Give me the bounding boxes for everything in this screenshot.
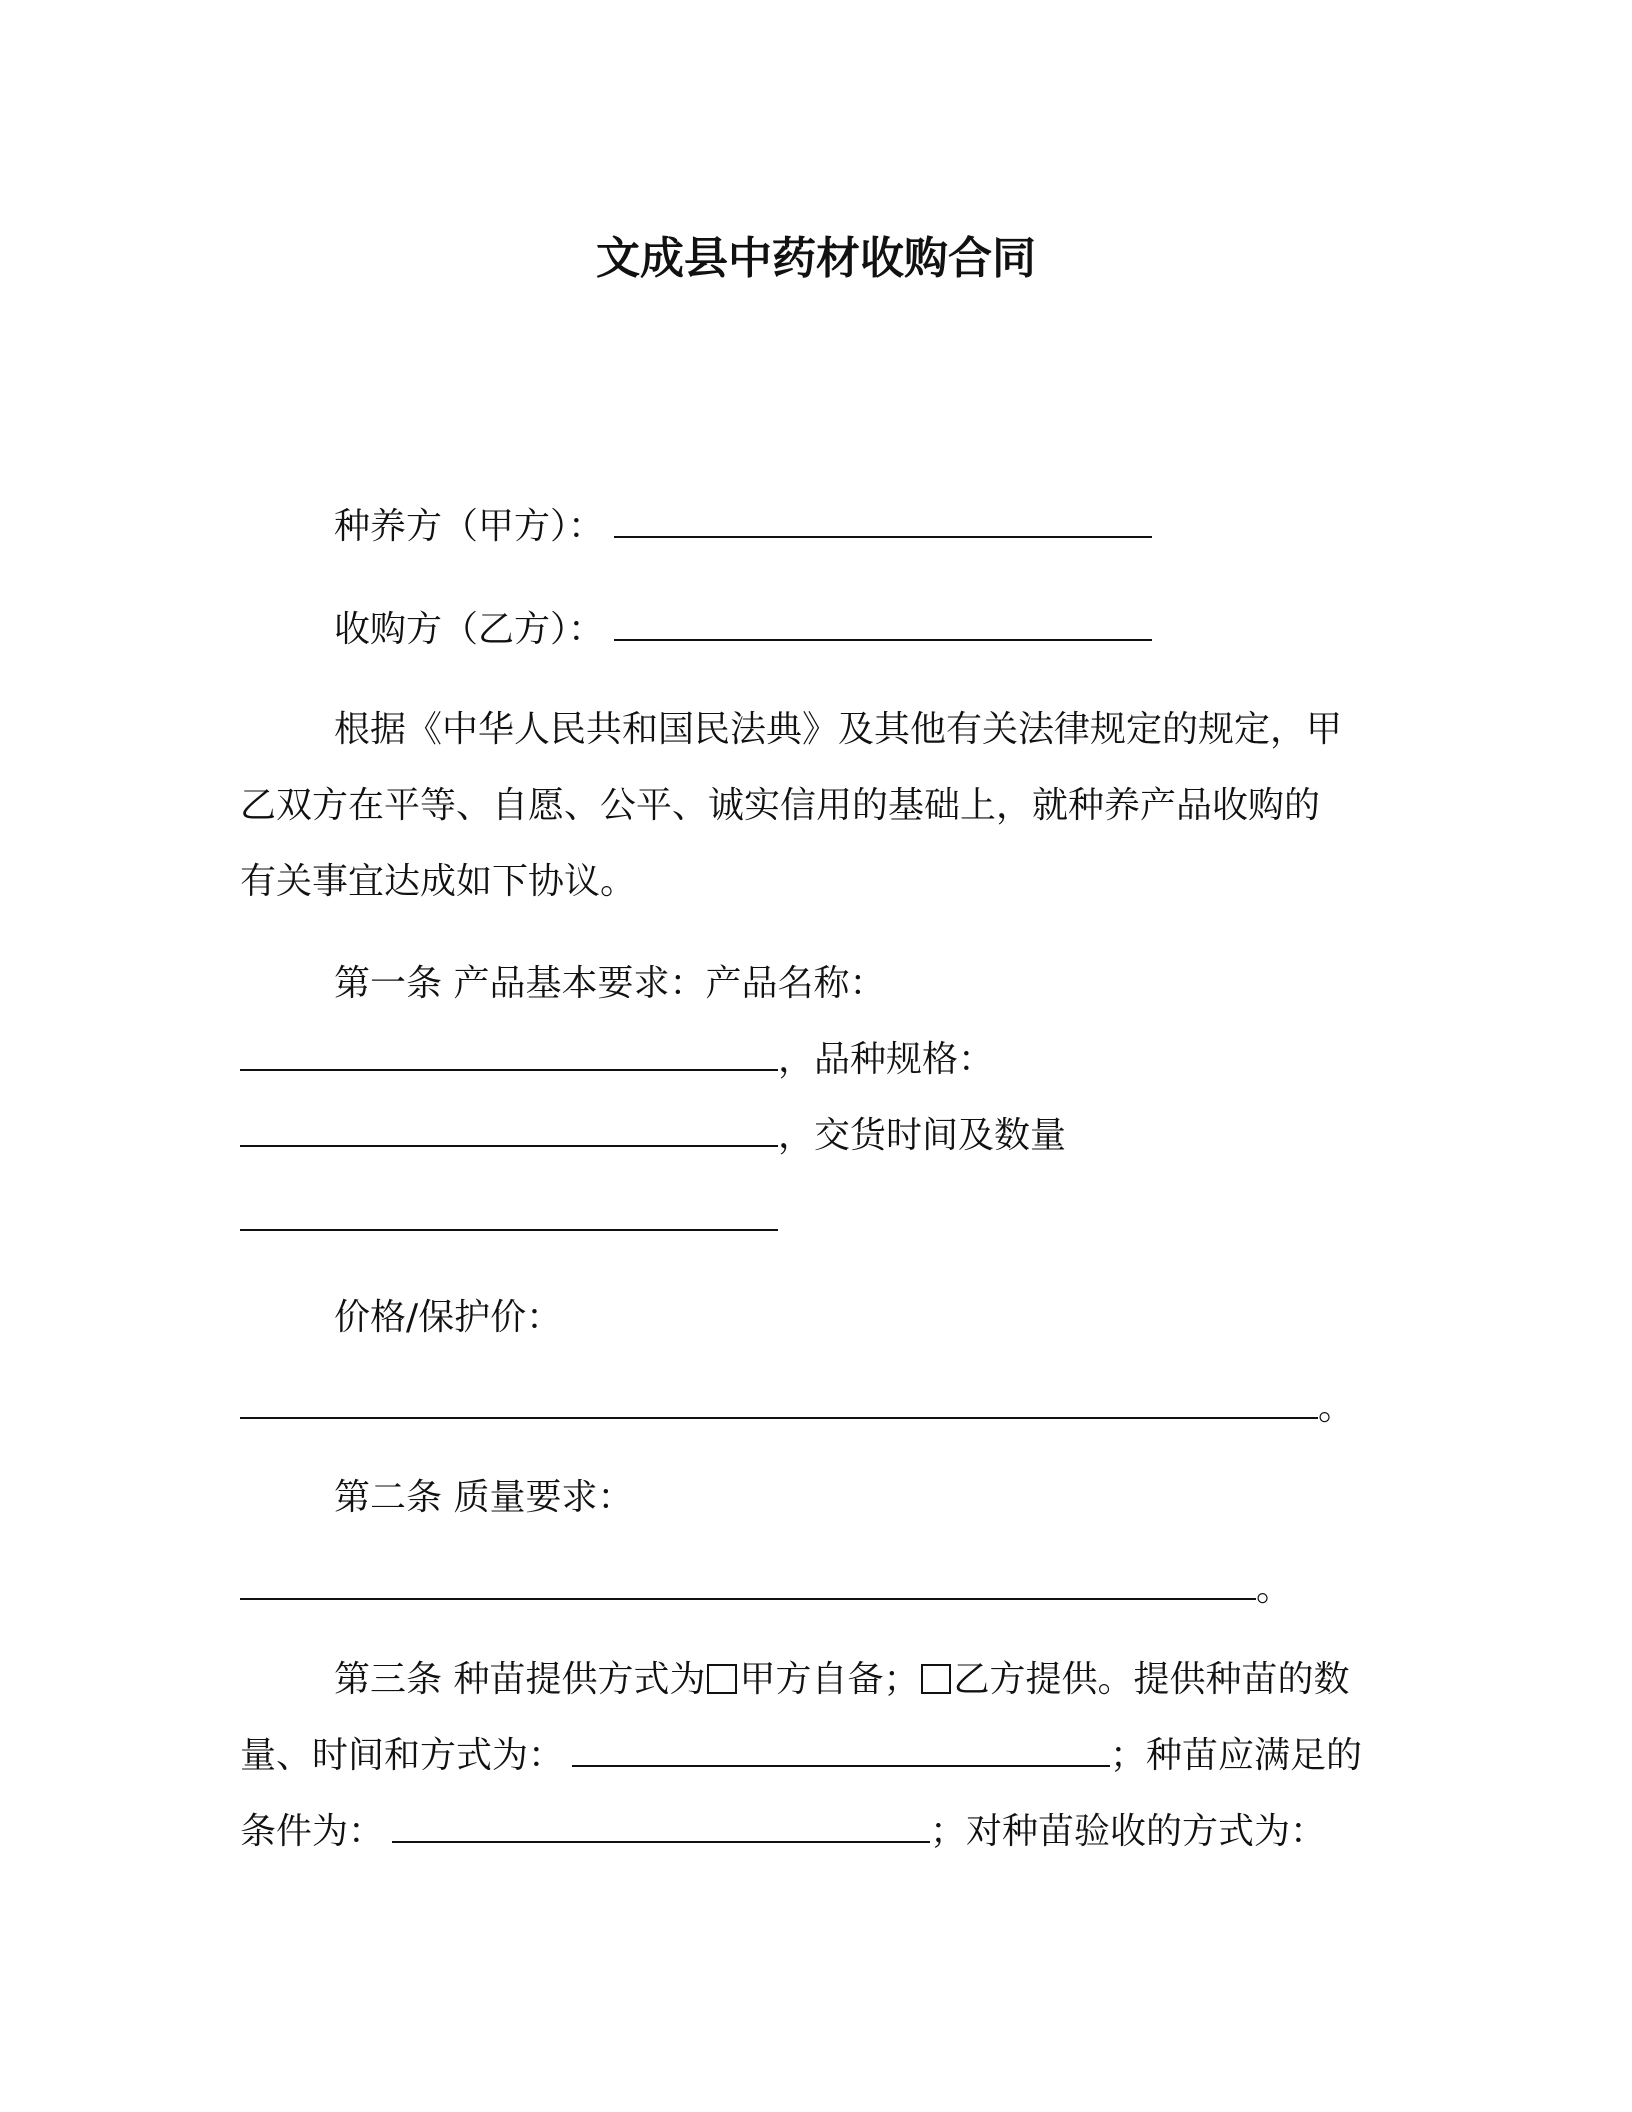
product-name-blank[interactable] bbox=[240, 1039, 778, 1071]
option-b-label: 乙方提供。提供种苗的数 bbox=[953, 1659, 1350, 1700]
seedling-condition-blank[interactable] bbox=[392, 1811, 930, 1843]
party-b-line bbox=[334, 606, 1152, 654]
article-1-spec-line bbox=[240, 1112, 1066, 1160]
article-3-prefix: 第三条 种苗提供方式为 bbox=[334, 1659, 706, 1700]
delivery-label: ，交货时间及数量 bbox=[778, 1115, 1067, 1156]
article-3-line-2-suffix: ；种苗应满足的 bbox=[1110, 1735, 1363, 1776]
price-label: 价格/保护价： bbox=[334, 1297, 563, 1338]
option-a-checkbox[interactable] bbox=[707, 1664, 737, 1694]
price-blank[interactable] bbox=[240, 1387, 1318, 1419]
quality-end-mark: 。 bbox=[1256, 1568, 1293, 1609]
seedling-supply-blank[interactable] bbox=[572, 1735, 1110, 1767]
article-3-line-1 bbox=[334, 1656, 1349, 1704]
party-a-blank[interactable] bbox=[614, 506, 1152, 538]
party-b-blank[interactable] bbox=[614, 609, 1152, 641]
article-3-line-3 bbox=[240, 1808, 1326, 1856]
price-end-mark: 。 bbox=[1318, 1387, 1355, 1428]
quality-line bbox=[240, 1565, 1292, 1613]
party-b-label: 收购方（乙方）： bbox=[334, 609, 605, 650]
article-1-name-line bbox=[240, 1036, 994, 1084]
delivery-blank[interactable] bbox=[240, 1199, 778, 1231]
intro-line-2: 乙双方在平等、自愿、公平、诚实信用的基础上，就种养产品收购的 bbox=[240, 785, 1321, 826]
article-1-delivery-line bbox=[240, 1196, 778, 1244]
party-a-line bbox=[334, 503, 1152, 551]
party-a-label: 种养方（甲方）： bbox=[334, 506, 605, 547]
option-a-label: 甲方自备； bbox=[739, 1659, 920, 1700]
document-title: 文成县中药材收购合同 bbox=[596, 233, 1036, 284]
option-b-checkbox[interactable] bbox=[921, 1664, 951, 1694]
intro-line-3: 有关事宜达成如下协议。 bbox=[240, 861, 637, 902]
article-1-heading: 第一条 产品基本要求：产品名称： bbox=[334, 963, 886, 1004]
intro-line-1: 根据《中华人民共和国民法典》及其他有关法律规定的规定，甲 bbox=[334, 709, 1343, 750]
article-3-line-2-prefix: 量、时间和方式为： bbox=[240, 1735, 565, 1776]
article-3-line-2 bbox=[240, 1732, 1362, 1780]
article-2-heading: 第二条 质量要求： bbox=[334, 1477, 634, 1518]
spec-blank[interactable] bbox=[240, 1115, 778, 1147]
article-3-line-3-suffix: ；对种苗验收的方式为： bbox=[930, 1811, 1327, 1852]
spec-label: ，品种规格： bbox=[778, 1039, 995, 1080]
article-3-line-3-prefix: 条件为： bbox=[240, 1811, 385, 1852]
quality-blank[interactable] bbox=[240, 1568, 1256, 1600]
price-line bbox=[240, 1384, 1354, 1432]
